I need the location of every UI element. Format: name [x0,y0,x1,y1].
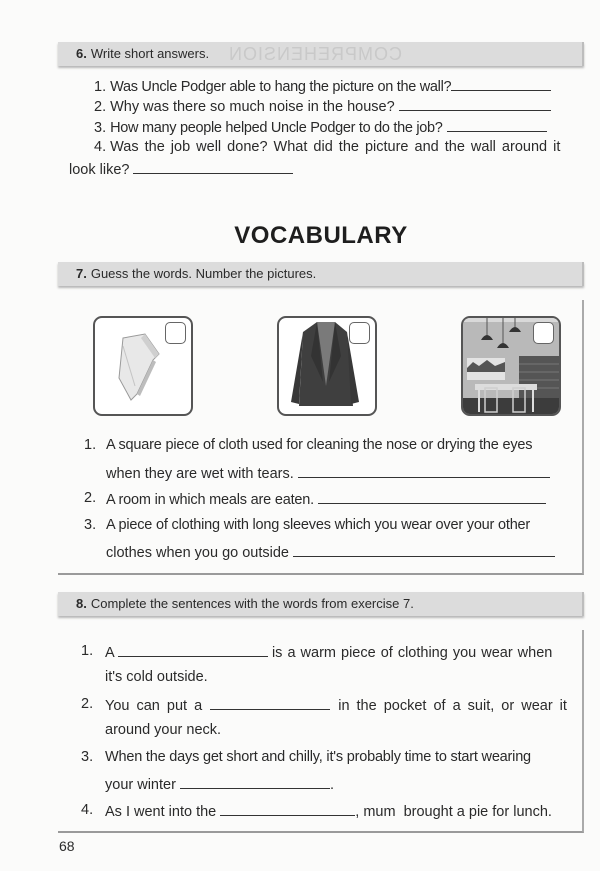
question-text: Why was there so much noise in the house? [110,99,395,115]
answer-blank[interactable] [399,97,551,111]
sentence-4 [81,802,552,820]
question-number: 4. [94,139,107,155]
question-1 [94,77,551,95]
number-checkbox[interactable] [165,322,186,344]
answer-blank[interactable] [180,775,330,789]
answer-blank[interactable] [133,160,293,174]
sentence-text: A [105,645,114,661]
question-number: 3. [94,120,107,136]
sentence-line [105,802,552,820]
sentence-number: 2. [81,696,94,712]
definition-3-continued [106,543,555,561]
sentence-1 [81,643,553,661]
exercise-7-header [58,262,584,286]
definition-number: 1. [84,437,97,453]
question-text: Was Uncle Podger able to hang the picture on the wall? [110,79,452,95]
sentence-text: around your neck. [105,722,222,738]
question-text: How many people helped Uncle Podger to do the job? [110,120,443,136]
answer-blank[interactable] [298,464,550,478]
answer-blank[interactable] [220,802,355,816]
section-title: VOCABULARY [234,222,408,249]
sentence-1-continued [105,669,208,685]
question-2 [94,97,551,115]
sentence-line [105,696,567,714]
definition-text: A piece of clothing with long sleeves which you wear over your other [106,517,531,533]
definition-line [106,490,546,508]
sentence-text: in the pocket of a suit, or wear it [338,698,567,714]
question-number: 2. [94,99,107,115]
number-checkbox[interactable] [349,322,370,344]
exercise-number: 6. [76,46,87,61]
exercise-number: 7. [76,266,87,281]
sentence-text: , mum brought a pie for lunch. [355,804,552,820]
show-through-watermark: COMPREHENSION [228,44,403,64]
question-number: 1. [94,79,107,95]
sentence-text: You can put a [105,698,203,714]
question-3 [94,118,547,136]
sentence-text: it's cold outside. [105,669,208,685]
answer-blank[interactable] [451,77,551,91]
definition-number: 3. [84,517,97,533]
answer-blank[interactable] [447,118,547,132]
definition-1-continued [106,464,550,482]
question-4-continued [69,160,293,178]
definition-text: A room in which meals are eaten. [106,492,314,508]
answer-blank[interactable] [318,490,546,504]
definition-text: when they are wet with tears. [106,466,294,482]
page-number: 68 [59,838,75,854]
sentence-text: . [329,777,334,793]
sentence-number: 3. [81,749,94,765]
answer-blank[interactable] [293,543,555,557]
exercise-instruction: Guess the words. Number the pictures. [90,266,317,281]
question-text: look like? [69,162,130,178]
sentence-number: 1. [81,643,94,659]
sentence-number: 4. [81,802,94,818]
exercise-number: 8. [76,596,87,611]
definition-text: A square piece of cloth used for cleaning the nose or drying the eyes [106,437,533,453]
sentence-3 [81,749,531,765]
sentence-text: When the days get short and chilly, it's probably time to start wearing [105,749,531,765]
picture-coat [277,316,377,416]
sentence-text: your winter [105,777,176,793]
question-text: Was the job well done? What did the picture and the wall around it [110,139,561,155]
sentence-2 [81,696,567,714]
definition-number: 2. [84,490,97,506]
answer-blank[interactable] [118,643,268,657]
exercise-6-header [58,42,584,66]
picture-handkerchief [93,316,193,416]
exercise-8-header [58,592,584,616]
picture-dining-room [461,316,561,416]
sentence-3-continued [105,775,334,793]
exercise-instruction: Write short answers. [90,46,210,61]
sentence-text: As I went into the [105,804,217,820]
sentence-line [105,643,552,661]
number-checkbox[interactable] [533,322,554,344]
definition-text: clothes when you go outside [106,545,289,561]
question-4 [94,139,560,155]
exercise-instruction: Complete the sentences with the words from exercise 7. [90,596,414,611]
sentence-2-continued [105,722,221,738]
sentence-text: is a warm piece of clothing you wear when [271,645,553,661]
answer-blank[interactable] [210,696,330,710]
